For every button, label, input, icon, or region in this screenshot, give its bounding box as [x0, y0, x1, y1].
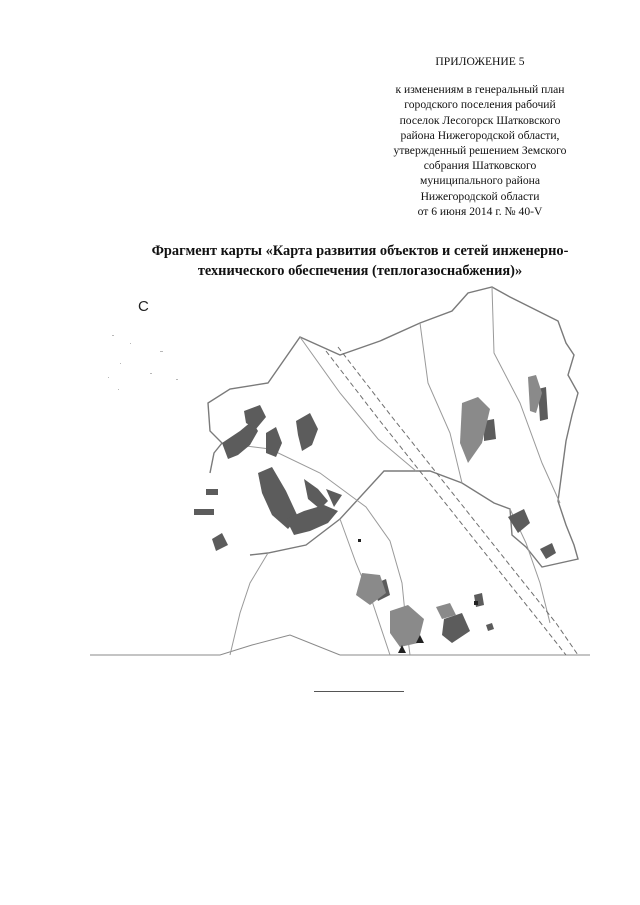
caption-line: Фрагмент карты «Карта развития объектов и сетей инженерно-: [151, 243, 569, 259]
annex-block: [360, 54, 600, 219]
annex-line: собрания Шатковского: [423, 159, 537, 173]
map-caption: [110, 241, 610, 281]
annex-line: от 6 июня 2014 г. № 40-V: [417, 204, 543, 218]
north-label: С: [138, 298, 149, 315]
map-image: [90, 283, 590, 658]
bottom-rule: [314, 691, 404, 692]
annex-line: района Нижегородской области,: [400, 128, 560, 142]
map-speckles: [108, 335, 178, 390]
annex-line: муниципального района: [420, 174, 540, 188]
annex-title: ПРИЛОЖЕНИЕ 5: [435, 55, 525, 68]
caption-line: технического обеспечения (теплогазоснабжения)»: [197, 263, 523, 279]
annex-line: городского поселения рабочий: [404, 98, 556, 112]
annex-line: утвержденный решением Земского: [393, 144, 567, 158]
forest-patches: [194, 387, 556, 643]
annex-line: Нижегородской области: [420, 189, 540, 203]
settlement-patches: [356, 375, 542, 647]
annex-line: поселок Лесогорск Шатковского: [399, 113, 561, 127]
map-frame-left: [90, 635, 340, 655]
map-fragment: [90, 283, 590, 658]
annex-line: к изменениям в генеральный план: [395, 83, 565, 97]
